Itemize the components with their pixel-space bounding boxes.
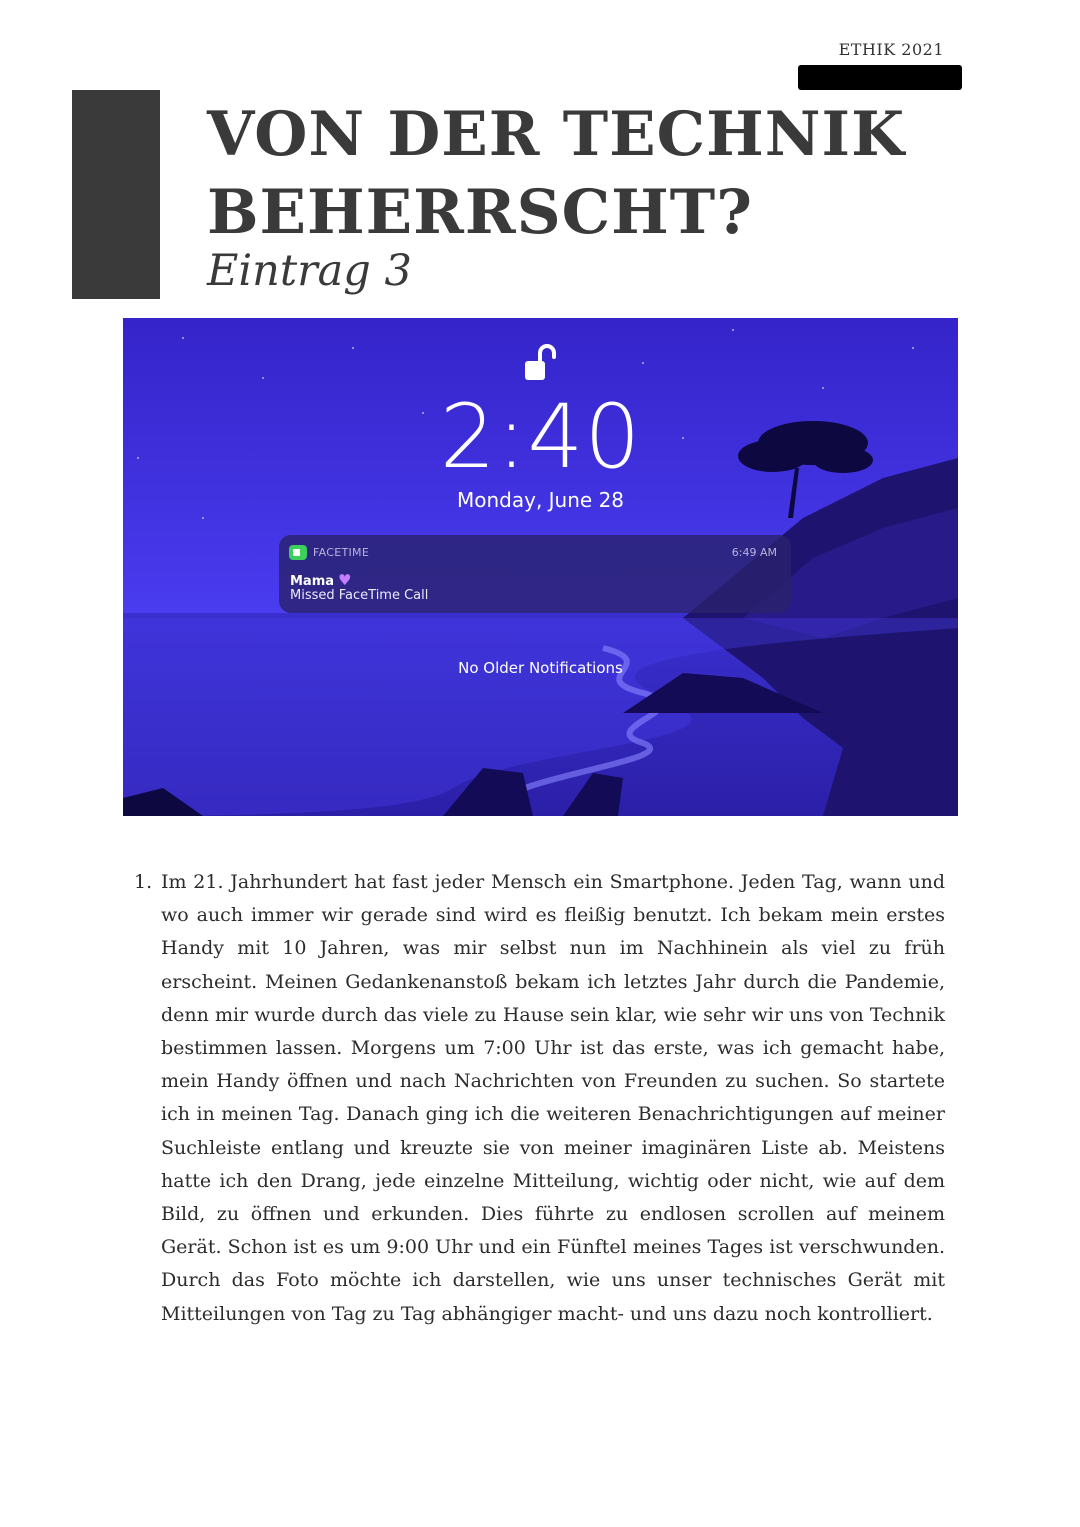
lockscreen-date: Monday, June 28 (456, 488, 625, 512)
notification-time: 6:49 AM (731, 546, 777, 559)
notification-message: Missed FaceTime Call (290, 588, 429, 603)
title-line-2: BEHERRSCHT? (207, 177, 753, 248)
notification-app-name: FACETIME (313, 546, 370, 559)
course-label: ETHIK 2021 (838, 40, 944, 59)
body-paragraph: Im 21. Jahrhundert hat fast jeder Mensch ein Smartphone. Jeden Tag, wann und wo auch immer wir gerade sind wird es fleißig benutzt. Ich bekam mein erstes Handy mit 10 Jahren, was mir selbst nun im Nachhinein als viel zu früh erscheint. Meinen Gedankenanstoß bekam ich letztes Jahr durch die Pandemie, denn mir wurde durch das viele zu Hause sein klar, wie sehr wir uns von Technik bestimmen lassen. Morgens um 7:00 Uhr ist das erste, was ich gemacht habe, mein Handy öffnen und nach Nachrichten von Freunden zu suchen. So startete ich in meinen Tag. Danach ging ich die weiteren Benachrichtigungen auf meiner Suchleiste entlang und kreuzte sie von meiner imaginären Liste ab. Meistens hatte ich den Drang, jede einzelne Mitteilung, wichtig oder nicht, wie auf dem Bild, zu öffnen und erkunden. Dies führte zu endlosen scrollen auf meinem Gerät. Schon ist es um 9:00 Uhr und ein Fünftel meines Tages ist verschwunden. Durch das Foto möchte ich darstellen, wie uns unser technisches Gerät mit Mitteilungen von Tag zu Tag abhängiger macht- und uns dazu noch kontrolliert. (161, 871, 945, 1325)
body-text-section (134, 866, 945, 1331)
entry-subtitle: Eintrag 3 (207, 246, 412, 296)
title-line-1: VON DER TECHNIK (207, 99, 906, 170)
title-accent-block (72, 90, 160, 299)
facetime-icon (289, 545, 307, 560)
list-number: 1. (134, 871, 153, 893)
facetime-notification[interactable] (279, 535, 791, 613)
notification-sender (290, 571, 351, 589)
purple-heart-icon: ♥ (338, 571, 352, 589)
notification-sender-name: Mama (290, 574, 335, 589)
redaction-bar (798, 65, 962, 90)
page-title (207, 96, 905, 252)
no-older-notifications: No Older Notifications (458, 659, 623, 677)
lockscreen-clock: 2:40 (439, 385, 642, 488)
unlocked-padlock-icon (523, 343, 559, 383)
